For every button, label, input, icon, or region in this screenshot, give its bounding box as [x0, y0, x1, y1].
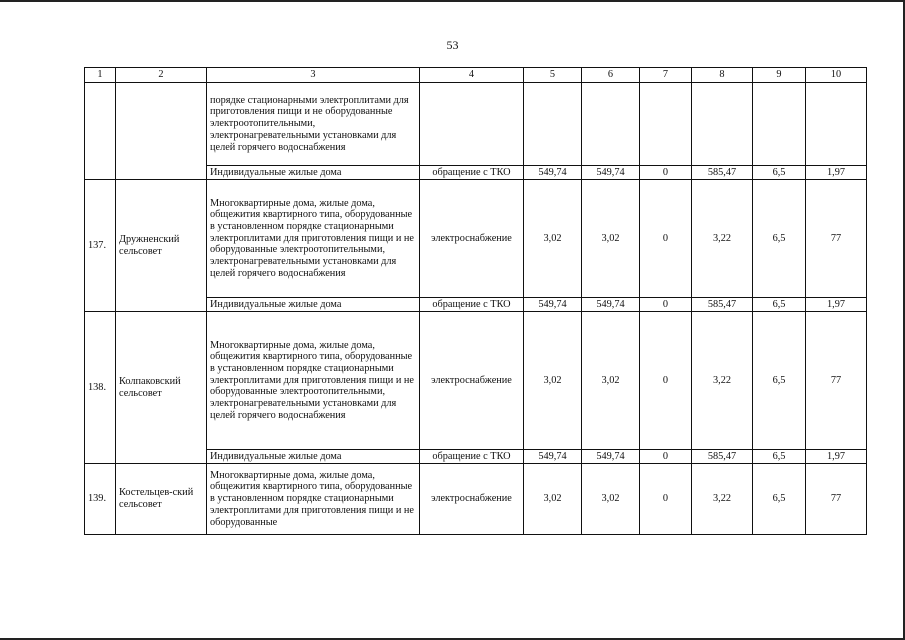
service-cell: электроснабжение	[420, 180, 524, 298]
header-cell: 9	[753, 68, 806, 83]
value-cell: 6,5	[753, 312, 806, 450]
tariff-table	[84, 67, 867, 535]
service-cell: обращение с ТКО	[420, 450, 524, 464]
value-cell	[524, 83, 582, 166]
header-cell: 4	[420, 68, 524, 83]
value-cell: 3,22	[692, 312, 753, 450]
value-cell: 1,97	[806, 166, 867, 180]
value-cell	[692, 83, 753, 166]
value-cell: 6,5	[753, 298, 806, 312]
value-cell: 585,47	[692, 298, 753, 312]
header-row	[85, 68, 867, 83]
value-cell: 0	[640, 298, 692, 312]
header-cell: 8	[692, 68, 753, 83]
row-number-cell: 137.	[85, 180, 116, 312]
value-cell: 549,74	[524, 450, 582, 464]
value-cell	[582, 83, 640, 166]
value-cell: 3,22	[692, 464, 753, 535]
scan-edge-top	[0, 0, 905, 2]
value-cell: 0	[640, 166, 692, 180]
value-cell: 0	[640, 180, 692, 298]
settlement-cell: Колпаковский сельсовет	[116, 312, 207, 464]
value-cell: 77	[806, 312, 867, 450]
value-cell: 3,02	[582, 312, 640, 450]
table-row	[85, 312, 867, 450]
housing-type-cell: Индивидуальные жилые дома	[207, 166, 420, 180]
service-cell: электроснабжение	[420, 312, 524, 450]
housing-type-cell: Многоквартирные дома, жилые дома, общежития квартирного типа, оборудованные в установленном порядке стационарными электроплитами для приготовления пищи и не оборудованные электроотопительными, электронагревательными установками для целей горячего водоснабжения	[207, 312, 420, 450]
value-cell	[753, 83, 806, 166]
value-cell: 6,5	[753, 180, 806, 298]
value-cell: 549,74	[524, 166, 582, 180]
settlement-cell: Костельцев-ский сельсовет	[116, 464, 207, 535]
value-cell	[640, 83, 692, 166]
header-cell: 6	[582, 68, 640, 83]
service-cell: обращение с ТКО	[420, 298, 524, 312]
housing-type-cell: Индивидуальные жилые дома	[207, 450, 420, 464]
value-cell	[806, 83, 867, 166]
housing-type-cell: Многоквартирные дома, жилые дома, общежития квартирного типа, оборудованные в установленном порядке стационарными электроплитами для приготовления пищи и не оборудованные электроотопительными, электронагревательными установками для целей горячего водоснабжения	[207, 180, 420, 298]
header-cell: 5	[524, 68, 582, 83]
value-cell: 0	[640, 312, 692, 450]
value-cell: 77	[806, 464, 867, 535]
header-cell: 10	[806, 68, 867, 83]
header-cell: 7	[640, 68, 692, 83]
value-cell: 1,97	[806, 450, 867, 464]
row-number-cell: 138.	[85, 312, 116, 464]
row-number-cell	[85, 83, 116, 180]
value-cell: 3,22	[692, 180, 753, 298]
value-cell: 549,74	[582, 298, 640, 312]
housing-type-cell: Многоквартирные дома, жилые дома, общежития квартирного типа, оборудованные в установленном порядке стационарными электроплитами для приготовления пищи и не оборудованные	[207, 464, 420, 535]
value-cell: 3,02	[582, 464, 640, 535]
value-cell: 549,74	[582, 450, 640, 464]
row-number-cell: 139.	[85, 464, 116, 535]
table-row	[85, 180, 867, 298]
header-cell: 3	[207, 68, 420, 83]
value-cell: 3,02	[524, 180, 582, 298]
settlement-cell	[116, 83, 207, 180]
value-cell: 549,74	[524, 298, 582, 312]
value-cell: 6,5	[753, 464, 806, 535]
value-cell: 6,5	[753, 450, 806, 464]
value-cell: 77	[806, 180, 867, 298]
service-cell	[420, 83, 524, 166]
value-cell: 585,47	[692, 166, 753, 180]
value-cell: 3,02	[524, 464, 582, 535]
housing-type-cell: Индивидуальные жилые дома	[207, 298, 420, 312]
value-cell: 3,02	[582, 180, 640, 298]
value-cell: 6,5	[753, 166, 806, 180]
value-cell: 3,02	[524, 312, 582, 450]
value-cell: 0	[640, 450, 692, 464]
service-cell: электроснабжение	[420, 464, 524, 535]
header-cell: 1	[85, 68, 116, 83]
table-row	[85, 464, 867, 535]
service-cell: обращение с ТКО	[420, 166, 524, 180]
value-cell: 585,47	[692, 450, 753, 464]
page-number: 53	[446, 38, 459, 52]
housing-type-cell: порядке стационарными электроплитами для приготовления пищи и не оборудованные электроотопительными, электронагревательными установками для целей горячего водоснабжения	[207, 83, 420, 166]
value-cell: 1,97	[806, 298, 867, 312]
header-cell: 2	[116, 68, 207, 83]
value-cell: 0	[640, 464, 692, 535]
value-cell: 549,74	[582, 166, 640, 180]
settlement-cell: Дружненский сельсовет	[116, 180, 207, 312]
table-row	[85, 83, 867, 166]
